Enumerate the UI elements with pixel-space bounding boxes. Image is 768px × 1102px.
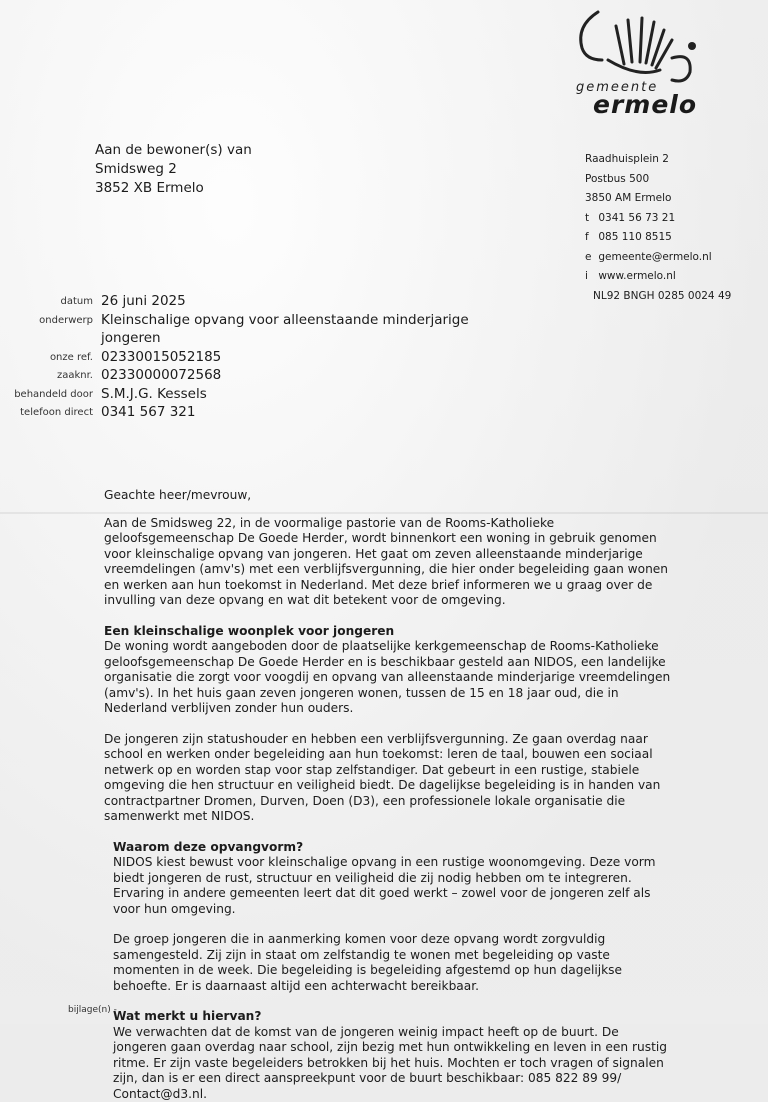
zaak-label: zaaknr. [0, 370, 93, 381]
email-prefix: e [585, 248, 595, 268]
paragraph-opvangvorm: NIDOS kiest bewust voor kleinschalige opvang in een rustige woonomgeving. Deze vorm biedt jongeren de rust, structuur en veiligheid die zij nodig hebben om te integreren. Ervaring in andere gemeenten leert dat dit goed werkt – zowel voor de jongeren zelf als voor hun omgeving. [113, 855, 674, 917]
onderwerp-value: Kleinschalige opvang voor alleenstaande minderjarige [101, 312, 469, 328]
bijlage-label: bijlage(n) - [68, 1005, 117, 1015]
section-heading-merkt: Wat merkt u hiervan? [113, 1009, 674, 1025]
logo-gemeente-text: gemeente [576, 80, 658, 95]
sender-email-row [585, 248, 731, 268]
ref-label: onze ref. [0, 352, 93, 363]
recipient-postal: 3852 XB Ermelo [95, 179, 252, 198]
recipient-street: Smidsweg 2 [95, 160, 252, 179]
sender-address1: Raadhuisplein 2 [585, 150, 731, 170]
fax-prefix: f [585, 228, 595, 248]
sender-fax: 085 110 8515 [598, 231, 671, 243]
sender-address2: Postbus 500 [585, 170, 731, 190]
datum-label: datum [0, 296, 93, 307]
letter-body [104, 488, 674, 1102]
behandeld-value: S.M.J.G. Kessels [101, 386, 207, 402]
phone-prefix: t [585, 209, 595, 229]
paragraph-merkt: We verwachten dat de komst van de jongeren weinig impact heeft op de buurt. De jongeren gaan overdag naar school, zijn bezig met hun ontwikkeling en leven in een rustig ritme. Er zijn vaste begeleiders betrokken bij het huis. Mochten er toch vragen of signalen zijn, dan is er een direct aanspreekpunt voor de buurt beschikbaar: 085 822 89 99/ Contact@d3.nl. [113, 1025, 674, 1102]
onderwerp-label: onderwerp [0, 315, 93, 326]
telefoon-value: 0341 567 321 [101, 404, 195, 420]
paragraph-woonplek: De woning wordt aangeboden door de plaatselijke kerkgemeenschap de Rooms-Katholieke geloofsgemeenschap De Goede Herder en is beschikbaar gesteld aan NIDOS, een landelijke organisatie die zorgt voor voogdij en opvang van alleenstaande minderjarige vreemdelingen (amv's). In het huis gaan zeven jongeren wonen, tussen de 15 en 18 jaar oud, die in Nederland verblijven zonder hun ouders. [104, 639, 674, 717]
logo-ermelo-text: ermelo [593, 90, 697, 119]
sender-phone-row [585, 209, 731, 229]
zaak-value: 02330000072568 [101, 367, 221, 383]
onderwerp-value-cont: jongeren [101, 330, 161, 346]
sender-address3: 3850 AM Ermelo [585, 189, 731, 209]
sender-fax-row [585, 228, 731, 248]
recipient-address [95, 141, 252, 198]
sender-phone: 0341 56 73 21 [598, 212, 675, 224]
web-prefix: i [585, 267, 595, 287]
sender-web: www.ermelo.nl [598, 270, 675, 282]
section-heading-woonplek: Een kleinschalige woonplek voor jongeren [104, 624, 674, 640]
sender-email: gemeente@ermelo.nl [598, 251, 711, 263]
datum-value: 26 juni 2025 [101, 293, 186, 309]
ref-value: 02330015052185 [101, 349, 221, 365]
section-heading-opvangvorm: Waarom deze opvangvorm? [113, 840, 674, 856]
behandeld-label: behandeld door [0, 389, 93, 400]
sender-iban: NL92 BNGH 0285 0024 49 [585, 287, 731, 307]
recipient-line: Aan de bewoner(s) van [95, 141, 252, 160]
section-rest [104, 840, 674, 1102]
paragraph-jongeren: De jongeren zijn statushouder en hebben een verblijfsvergunning. Ze gaan overdag naar school en werken onder begeleiding aan hun toekomst: leren de taal, bouwen een sociaal netwerk op en worden stap voor stap zelfstandiger. Dat gebeurt in een rustige, stabiele omgeving die hen structuur en veiligheid biedt. De dagelijkse begeleiding is in handen van contractpartner Dromen, Durven, Doen (D3), een professionele lokale organisatie die samenwerkt met NIDOS. [104, 732, 674, 825]
sender-web-row [585, 267, 731, 287]
greeting: Geachte heer/mevrouw, [104, 488, 674, 504]
paragraph-groep: De groep jongeren die in aanmerking komen voor deze opvang wordt zorgvuldig samengesteld. Zij zijn in staat om zelfstandig te wonen met begeleiding op vaste momenten in de week. Die begeleiding is begeleiding afgestemd op hun dagelijkse behoefte. Er is daarnaast altijd een achterwacht bereikbaar. [113, 932, 674, 994]
intro-paragraph: Aan de Smidsweg 22, in de voormalige pastorie van de Rooms-Katholieke geloofsgemeenschap De Goede Herder, wordt binnenkort een woning in gebruik genomen voor kleinschalige opvang van jongeren. Het gaat om zeven alleenstaande minderjarige vreemdelingen (amv's) met een verblijfsvergunning, die hier onder begeleiding gaan wonen en werken aan hun toekomst in Nederland. Met deze brief informeren we u graag over de invulling van deze opvang en wat dit betekent voor de omgeving. [104, 516, 674, 609]
telefoon-label: telefoon direct [0, 407, 93, 418]
sender-info [585, 150, 731, 306]
